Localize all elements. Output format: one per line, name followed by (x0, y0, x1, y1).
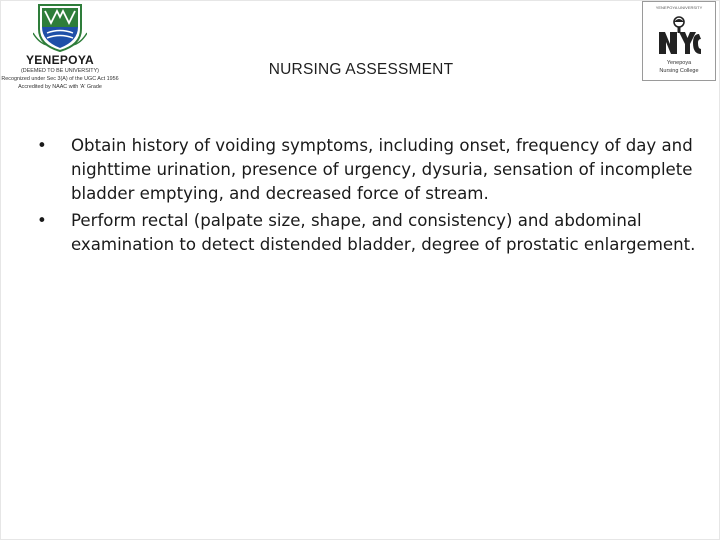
logo-name: YENEPOYA (26, 53, 94, 67)
logo-line-1: (DEEMED TO BE UNIVERSITY) (21, 68, 99, 74)
bullet-list (37, 134, 697, 260)
bullet-item (37, 134, 697, 206)
yenepoya-university-logo (1, 1, 119, 101)
shield-crest-icon (33, 3, 87, 53)
logo-top-text: YENEPOYA UNIVERSITY (655, 5, 703, 10)
bullet-marker: • (37, 211, 47, 230)
bullet-marker: • (37, 136, 47, 155)
bullet-item (37, 209, 697, 257)
logo-line-2: Recognized under Sec 3(A) of the UGC Act 1956 (1, 76, 119, 82)
logo-sub-line-1: Yenepoya (666, 60, 692, 66)
nursing-college-emblem-icon (655, 14, 703, 58)
logo-line-3: Accredited by NAAC with 'A' Grade (18, 84, 102, 90)
bullet-text: Perform rectal (palpate size, shape, and consistency) and abdominal examination to detect distended bladder, degree of prostatic enlargement. (71, 211, 696, 254)
slide-title: NURSING ASSESSMENT (268, 61, 454, 78)
bullet-text: Obtain history of voiding symptoms, including onset, frequency of day and nighttime urination, presence of urgency, dysuria, sensation of incomplete bladder emptying, and decreased force of stream. (71, 136, 693, 203)
nursing-college-logo (642, 1, 716, 81)
logo-sub-line-2: Nursing College (659, 68, 699, 74)
